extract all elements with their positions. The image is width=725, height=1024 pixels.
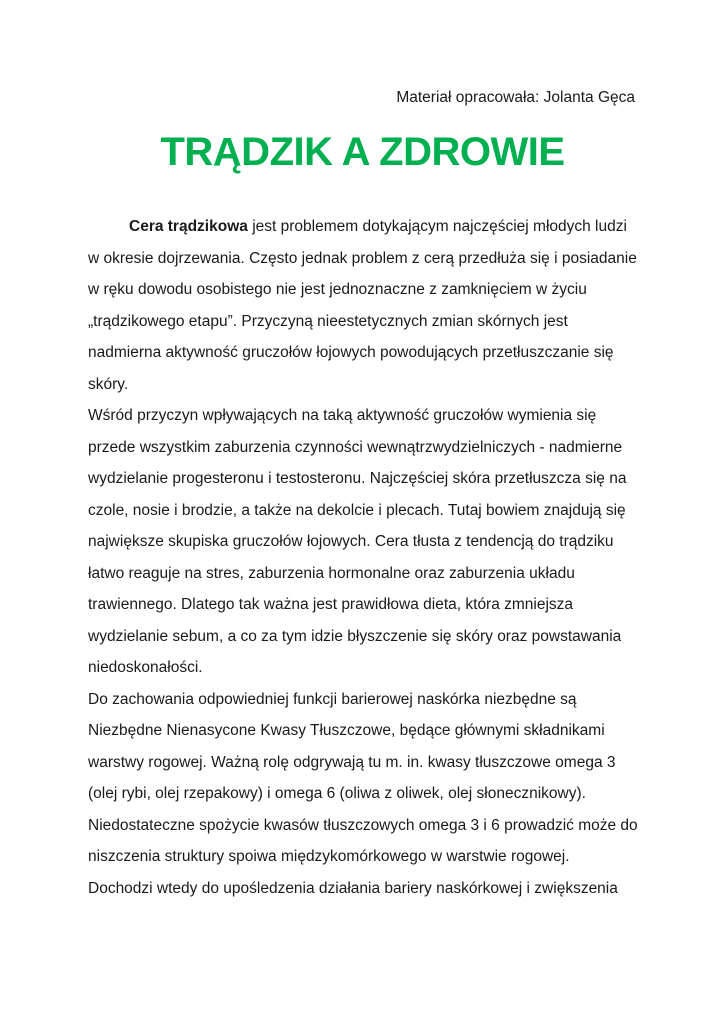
text-line: przede wszystkim zaburzenia czynności wewnątrzwydzielniczych - nadmierne (88, 438, 623, 456)
text-line-content: jest problemem dotykającym najczęściej młodych ludzi (247, 218, 627, 235)
author-line: Materiał opracowała: Jolanta Gęca (396, 89, 635, 106)
text-line: trawiennego. Dlatego tak ważna jest prawidłowa dieta, która zmniejsza (88, 596, 574, 613)
text-line (88, 211, 648, 243)
text-line: czole, nosie i brodzie, a także na dekolcie i plecach. Tutaj bowiem znajdują się (88, 501, 626, 519)
text-line: wydzielanie progesteronu i testosteronu. Najczęściej skóra przetłuszcza się na (88, 470, 627, 487)
document-title: TRĄDZIK A ZDROWIE (160, 130, 565, 174)
text-line: wydzielanie sebum, a co za tym idzie błyszczenie się skóry oraz powstawania (88, 627, 622, 645)
text-line: nadmierna aktywność gruczołów łojowych powodujących przetłuszczanie się (88, 344, 614, 361)
text-line: Niedostateczne spożycie kwasów tłuszczowych omega 3 i 6 prowadzić może do (88, 816, 638, 834)
text-line: niszczenia struktury spoiwa międzykomórkowego w warstwie rogowej. (88, 848, 570, 865)
text-line: największe skupiska gruczołów łojowych. Cera tłusta z tendencją do trądziku (88, 533, 614, 550)
text-line: w ręku dowodu osobistego nie jest jednoznaczne z zamknięciem w życiu (88, 281, 587, 298)
text-line: Wśród przyczyn wpływających na taką aktywność gruczołów wymienia się (88, 407, 597, 424)
text-line: niedoskonałości. (88, 659, 203, 676)
text-line: warstwy rogowej. Ważną rolę odgrywają tu m. in. kwasy tłuszczowe omega 3 (88, 753, 616, 771)
body-text (88, 211, 648, 904)
text-line: Do zachowania odpowiedniej funkcji barierowej naskórka niezbędne są (88, 690, 577, 708)
text-line: łatwo reaguje na stres, zaburzenia hormonalne oraz zaburzenia układu (88, 564, 575, 582)
text-line: (olej rybi, olej rzepakowy) i omega 6 (oliwa z oliwek, olej słonecznikowy). (88, 785, 586, 802)
text-line: skóry. (88, 375, 129, 393)
text-line: „trądzikowego etapu”. Przyczyną nieestetycznych zmian skórnych jest (88, 312, 568, 330)
text-line: Niezbędne Nienasycone Kwasy Tłuszczowe, będące głównymi składnikami (88, 722, 605, 739)
text-line: w okresie dojrzewania. Często jednak problem z cerą przedłuża się i posiadanie (88, 249, 637, 267)
lead-term: Cera trądzikowa (129, 218, 248, 235)
text-line: Dochodzi wtedy do upośledzenia działania bariery naskórkowej i zwiększenia (88, 879, 618, 897)
